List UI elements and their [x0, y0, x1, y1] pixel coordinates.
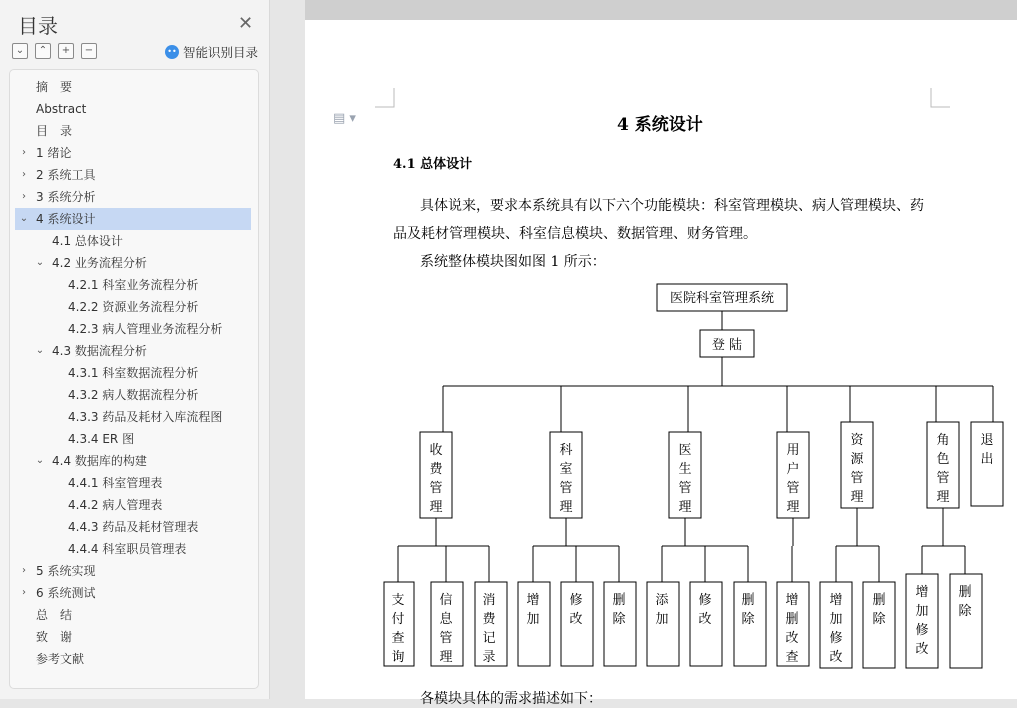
toc-item[interactable]: [15, 428, 251, 450]
toc-item[interactable]: [15, 186, 251, 208]
module-node-label: 退出: [980, 433, 994, 467]
module-node-label: 资源管理: [850, 433, 864, 505]
toc-item[interactable]: [15, 120, 251, 142]
remove-level-icon[interactable]: −: [81, 43, 97, 59]
chapter-heading: 4 系统设计: [617, 115, 703, 135]
toc-item-label: 4.3.4 ER 图: [68, 432, 135, 446]
module-node-label: 医生管理: [678, 443, 692, 515]
toc-item-label: 4.4.4 科室职员管理表: [68, 542, 187, 556]
smart-bot-icon: ••: [165, 45, 179, 59]
toc-item-label: 致 谢: [36, 630, 73, 644]
toc-item-label: 4.2.3 病人管理业务流程分析: [68, 322, 223, 336]
child-node-label: 删除: [612, 593, 626, 627]
toc-item[interactable]: [15, 538, 251, 560]
chevron-down-icon[interactable]: ⌄: [35, 455, 45, 466]
paragraph-line: 具体说来，要求本系统具有以下六个功能模块：科室管理模块、病人管理模块、药: [420, 198, 924, 214]
toc-item[interactable]: [15, 164, 251, 186]
toc-item-label: 参考文献: [36, 652, 85, 666]
toc-item[interactable]: [15, 626, 251, 648]
toc-item-label: 4.1 总体设计: [52, 234, 123, 248]
chevron-right-icon[interactable]: ›: [22, 169, 26, 180]
chevron-right-icon[interactable]: ›: [22, 587, 26, 598]
child-node-label: 删除: [872, 593, 886, 627]
toc-item[interactable]: [15, 472, 251, 494]
toc-sidebar: [0, 0, 270, 699]
toc-item-label: 摘 要: [36, 80, 73, 94]
module-node-label: 收费管理: [429, 443, 443, 515]
toc-item[interactable]: [15, 604, 251, 626]
chevron-right-icon[interactable]: ›: [22, 191, 26, 202]
paragraph-line: 系统整体模块图如图 1 所示：: [420, 254, 606, 270]
toc-title: 目录: [18, 14, 58, 38]
module-node-label: 科室管理: [559, 443, 573, 515]
smart-recognize-label: 智能识别目录: [183, 45, 259, 60]
toc-item-label: 总 结: [36, 608, 73, 622]
child-node-label: 删除: [958, 585, 972, 619]
module-node-label: 角色管理: [936, 433, 950, 505]
module-diagram: [305, 20, 1017, 699]
toc-item-label: 4.3.3 药品及耗材入库流程图: [68, 410, 223, 424]
document-page: [305, 20, 1017, 707]
toc-item-label: 3 系统分析: [36, 190, 96, 204]
toc-item[interactable]: [15, 76, 251, 98]
paragraph-line: 品及耗材管理模块、科室信息模块、数据管理、财务管理。: [393, 226, 757, 242]
child-node-label: 增加修改: [915, 585, 929, 657]
child-node-label: 增删改查: [785, 593, 799, 665]
child-node-label: 信息管理: [439, 593, 453, 665]
toc-item[interactable]: [15, 340, 251, 362]
toc-item-label: 1 绪论: [36, 146, 72, 160]
child-node-label: 修改: [569, 593, 583, 627]
module-node-label: 用户管理: [786, 443, 800, 515]
page-gap: [305, 0, 1017, 20]
toc-item[interactable]: [15, 406, 251, 428]
chevron-right-icon[interactable]: ›: [22, 565, 26, 576]
toc-item[interactable]: [15, 362, 251, 384]
child-node-label: 消费记录: [482, 593, 496, 665]
toc-item[interactable]: [15, 142, 251, 164]
toc-item[interactable]: [15, 208, 251, 230]
toc-item[interactable]: [15, 318, 251, 340]
toc-item-label: 5 系统实现: [36, 564, 96, 578]
child-node-label: 增加: [526, 593, 540, 627]
toc-item-label: 4.4 数据库的构建: [52, 454, 147, 468]
toc-item-label: 4.4.1 科室管理表: [68, 476, 163, 490]
toc-item[interactable]: [15, 384, 251, 406]
toc-item-label: 4.4.2 病人管理表: [68, 498, 163, 512]
close-icon[interactable]: ✕: [238, 13, 254, 34]
toc-item[interactable]: [15, 274, 251, 296]
toc-item[interactable]: [15, 450, 251, 472]
child-node-label: 增加修改: [829, 593, 843, 665]
toc-item-label: 4.3.1 科室数据流程分析: [68, 366, 199, 380]
chevron-right-icon[interactable]: ›: [22, 147, 26, 158]
child-node-label: 添加: [655, 593, 669, 627]
root-node-label: 医院科室管理系统: [669, 291, 775, 306]
expand-up-icon[interactable]: ⌃: [35, 43, 51, 59]
toc-item[interactable]: [15, 648, 251, 670]
toc-item[interactable]: [15, 230, 251, 252]
toc-item-label: Abstract: [36, 102, 87, 116]
chevron-down-icon[interactable]: ⌄: [19, 213, 29, 224]
toc-item-label: 4 系统设计: [36, 212, 96, 226]
child-node-label: 修改: [698, 593, 712, 627]
toc-item-label: 4.2.1 科室业务流程分析: [68, 278, 199, 292]
toc-item-label: 目 录: [36, 124, 73, 138]
toc-item-label: 2 系统工具: [36, 168, 96, 182]
toc-list: [9, 69, 259, 689]
toc-item[interactable]: [15, 494, 251, 516]
toc-item-label: 6 系统测试: [36, 586, 96, 600]
toc-item[interactable]: [15, 560, 251, 582]
toc-toolbar: [12, 43, 97, 59]
chevron-down-icon[interactable]: ⌄: [35, 345, 45, 356]
toc-item[interactable]: [15, 296, 251, 318]
add-level-icon[interactable]: +: [58, 43, 74, 59]
login-node-label: 登 陆: [711, 338, 743, 353]
child-node-label: 删除: [741, 593, 755, 627]
child-node-label: 支付查询: [391, 593, 405, 665]
toc-item[interactable]: [15, 582, 251, 604]
toc-item[interactable]: [15, 98, 251, 120]
toc-item-label: 4.3.2 病人数据流程分析: [68, 388, 199, 402]
toc-item-label: 4.2 业务流程分析: [52, 256, 147, 270]
toc-item-label: 4.2.2 资源业务流程分析: [68, 300, 199, 314]
section-heading: 4.1 总体设计: [393, 157, 473, 172]
toc-item[interactable]: [15, 516, 251, 538]
smart-recognize-toc-button[interactable]: [165, 43, 258, 61]
paragraph-line: 各模块具体的需求描述如下：: [420, 691, 602, 707]
collapse-all-icon[interactable]: ⌄: [12, 43, 28, 59]
document-icon[interactable]: ▤ ▾: [333, 111, 356, 126]
toc-item-label: 4.4.3 药品及耗材管理表: [68, 520, 199, 534]
toc-item[interactable]: [15, 252, 251, 274]
chevron-down-icon[interactable]: ⌄: [35, 257, 45, 268]
toc-item-label: 4.3 数据流程分析: [52, 344, 147, 358]
